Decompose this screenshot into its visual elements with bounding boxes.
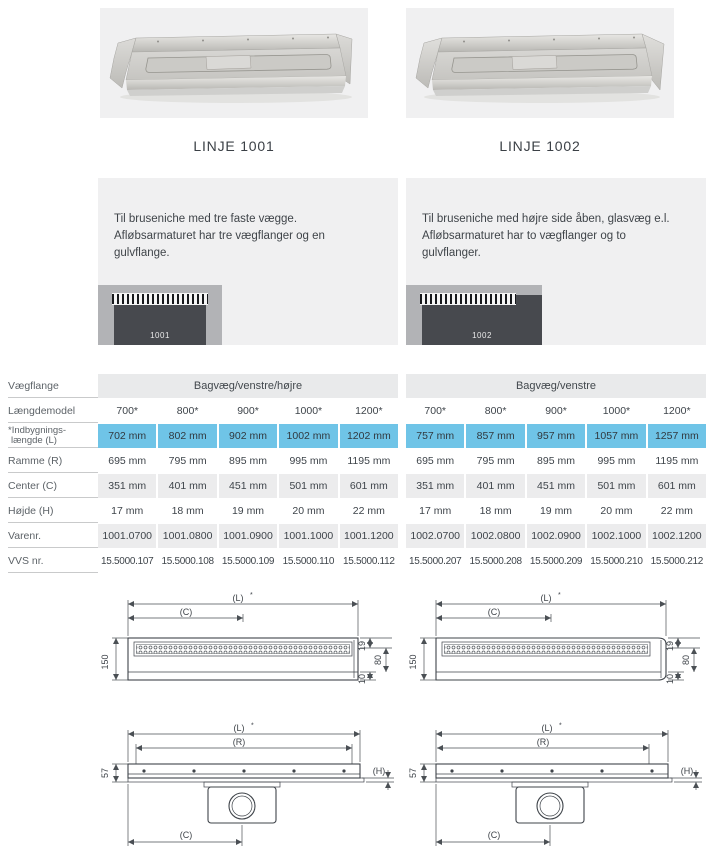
product-photo-box-1001 (100, 8, 368, 118)
row-label-text: længde (L) (11, 434, 57, 446)
dim-label-150: 150 (408, 654, 418, 670)
dim-label-10: 10 (357, 673, 367, 685)
table-cell: 995 mm (597, 455, 636, 467)
product-photo-box-1002 (406, 8, 674, 118)
group-1001 (98, 424, 398, 448)
row-label-varenr (8, 524, 98, 548)
table-cell: 17 mm (111, 505, 144, 517)
group-1001 (98, 474, 398, 498)
dim-label-57: 57 (100, 767, 110, 779)
table-cell: 895 mm (537, 455, 575, 467)
drain-grate-icon (420, 293, 516, 305)
row-label-center (8, 474, 98, 498)
table-cell: 1001.1200 (340, 524, 398, 548)
table-row-ramme (0, 449, 712, 473)
table-cell: 795 mm (168, 455, 207, 467)
dim-label-R: (R) (232, 737, 246, 747)
table-cell: 15.5000.112 (343, 555, 395, 567)
table-row-hoejde (0, 499, 712, 523)
table-cell: 19 mm (539, 505, 573, 517)
description-text (98, 178, 398, 262)
table-cell: 451 mm (527, 474, 585, 498)
table-cell: 857 mm (466, 424, 524, 448)
table-cell: 15.5000.208 (469, 555, 522, 567)
table-row-vvs (0, 549, 712, 573)
dim-label-L-star: * (251, 722, 254, 730)
table-cell: 20 mm (600, 505, 633, 517)
description-line: Til bruseniche med tre faste vægge. (114, 213, 298, 225)
description-line: Til bruseniche med højre side åben, glasvæg e.l. (422, 213, 670, 225)
table-cell: 22 mm (660, 505, 693, 517)
table-cell: 1002 mm (279, 424, 337, 448)
table-cell: 601 mm (648, 474, 706, 498)
product-title-1001: LINJE 1001 (193, 138, 275, 154)
dim-label-C: (C) (487, 830, 501, 840)
table-cell: 1001.0900 (219, 524, 277, 548)
table-row-varenr (0, 524, 712, 548)
dim-label-80: 80 (681, 654, 691, 666)
product-title-1002: LINJE 1002 (499, 138, 581, 154)
table-cell: 17 mm (419, 505, 452, 517)
niche-pictogram-1001 (98, 285, 222, 345)
table-cell: 15.5000.212 (650, 555, 703, 567)
table-cell: 995 mm (289, 455, 328, 467)
description-line: Afløbsarmaturet har tre vægflanger og en (114, 230, 325, 242)
row-label-indbygningslaengde (8, 424, 98, 448)
table-cell: 702 mm (98, 424, 156, 448)
group-1001 (98, 549, 398, 573)
table-cell: 695 mm (416, 455, 455, 467)
table-row-center (0, 474, 712, 498)
group-1002 (406, 424, 706, 448)
row-label-laengdemodel (8, 399, 98, 423)
group-1002 (406, 399, 706, 423)
dim-label-10: 10 (665, 673, 675, 685)
product-photo-1001 (100, 8, 368, 118)
table-cell: 957 mm (527, 424, 585, 448)
row-label-ramme (8, 449, 98, 473)
table-cell: 351 mm (406, 474, 464, 498)
dim-label-H: (H) (680, 766, 694, 776)
table-cell: 18 mm (479, 505, 512, 517)
dim-label-L: (L) (541, 723, 553, 733)
table-cell: 1000* (294, 405, 323, 417)
table-cell: 401 mm (158, 474, 216, 498)
description-line: gulvflanger. (422, 247, 481, 259)
row-label-text: *Indbygnings- (8, 424, 67, 436)
table-cell: 1200* (355, 405, 383, 417)
table-cell: 15.5000.110 (282, 555, 335, 567)
table-cell: 695 mm (108, 455, 147, 467)
table-cell: 351 mm (98, 474, 156, 498)
table-cell: 20 mm (292, 505, 325, 517)
table-cell: 1002.1200 (648, 524, 706, 548)
table-cell: 501 mm (279, 474, 337, 498)
dim-label-L: (L) (232, 593, 244, 603)
table-row-indbygningslaengde (0, 424, 712, 448)
row-label-text: Vægflange (8, 379, 59, 392)
group-1001 (98, 524, 398, 548)
table-cell: 15.5000.209 (529, 555, 583, 567)
table-cell: 900* (237, 405, 259, 417)
dim-label-19: 19 (665, 640, 675, 652)
group-1001 (98, 374, 398, 398)
group-1001 (98, 399, 398, 423)
drawing-side-1002 (406, 722, 706, 856)
group-1002 (406, 449, 706, 473)
description-line: gulvflange. (114, 247, 170, 259)
row-label-text: Varenr. (8, 529, 42, 542)
description-box-1002 (406, 178, 706, 345)
pictogram-label: 1002 (472, 331, 492, 340)
table-cell: 800* (484, 405, 507, 417)
table-cell: 700* (116, 405, 138, 417)
table-cell: 757 mm (406, 424, 464, 448)
table-cell: 1001.0700 (98, 524, 156, 548)
table-cell: 15.5000.207 (409, 555, 462, 567)
description-box-1001 (98, 178, 398, 345)
drawing-side-1001 (98, 722, 398, 856)
row-label-text: Ramme (R) (8, 454, 63, 467)
dim-label-L: (L) (233, 723, 245, 733)
table-cell: 1195 mm (347, 455, 391, 467)
product-photo-1002 (406, 8, 674, 118)
table-row-vaegflange (0, 374, 712, 398)
row-label-hoejde (8, 499, 98, 523)
table-cell: 895 mm (229, 455, 267, 467)
table-cell: 1200* (663, 405, 691, 417)
dim-label-57: 57 (408, 767, 418, 779)
wall-flange-band-1001: Bagvæg/venstre/højre (98, 374, 398, 398)
table-cell: 451 mm (219, 474, 277, 498)
description-line: Afløbsarmaturet har to vægflanger og to (422, 230, 626, 242)
table-cell: 18 mm (171, 505, 204, 517)
dim-label-C: (C) (179, 607, 193, 617)
dim-label-80: 80 (373, 654, 383, 666)
table-cell: 19 mm (231, 505, 265, 517)
drain-grate-icon (112, 293, 208, 305)
dim-label-L-star: * (250, 592, 253, 599)
group-1002 (406, 549, 706, 573)
table-cell: 401 mm (466, 474, 524, 498)
dim-label-R: (R) (536, 737, 550, 747)
table-cell: 601 mm (340, 474, 398, 498)
table-cell: 1002.0800 (466, 524, 524, 548)
row-label-vaegflange (8, 374, 98, 398)
description-text (406, 178, 706, 262)
niche-pictogram-1002 (406, 285, 542, 345)
dim-label-150: 150 (100, 654, 110, 670)
dim-label-19: 19 (357, 640, 367, 652)
wall-flange-band-1002: Bagvæg/venstre (406, 374, 706, 398)
row-label-text: VVS nr. (8, 554, 44, 567)
table-cell: 1001.1000 (279, 524, 337, 548)
table-cell: 802 mm (158, 424, 216, 448)
table-cell: 15.5000.109 (221, 555, 275, 567)
table-cell: 902 mm (219, 424, 277, 448)
table-cell: 1202 mm (340, 424, 398, 448)
table-cell: 1257 mm (648, 424, 706, 448)
group-1002 (406, 524, 706, 548)
dim-label-H: (H) (372, 766, 386, 776)
pictogram-label: 1001 (150, 331, 170, 340)
table-cell: 1000* (602, 405, 631, 417)
dim-label-C: (C) (179, 830, 193, 840)
table-row-laengdemodel (0, 399, 712, 423)
drawing-front-1001 (98, 590, 398, 708)
table-cell: 1002.1000 (587, 524, 645, 548)
table-cell: 1057 mm (587, 424, 645, 448)
row-label-vvs (8, 549, 98, 573)
table-cell: 1002.0700 (406, 524, 464, 548)
table-cell: 700* (424, 405, 446, 417)
dim-label-L: (L) (540, 593, 552, 603)
spec-table (0, 374, 712, 574)
table-cell: 15.5000.210 (590, 555, 643, 567)
row-label-text: Center (C) (8, 479, 58, 492)
row-label-text: Højde (H) (8, 504, 54, 517)
table-cell: 1195 mm (655, 455, 699, 467)
group-1001 (98, 449, 398, 473)
table-cell: 795 mm (476, 455, 515, 467)
drawing-front-1002 (406, 590, 706, 708)
table-cell: 1001.0800 (158, 524, 216, 548)
table-cell: 15.5000.107 (101, 555, 154, 567)
table-cell: 800* (176, 405, 199, 417)
dim-label-L-star: * (559, 722, 562, 730)
table-cell: 22 mm (352, 505, 385, 517)
group-1001 (98, 499, 398, 523)
dim-label-L-star: * (558, 592, 561, 599)
table-cell: 15.5000.108 (161, 555, 214, 567)
group-1002 (406, 474, 706, 498)
table-cell: 1002.0900 (527, 524, 585, 548)
table-cell: 900* (545, 405, 567, 417)
row-label-text: Længdemodel (8, 404, 76, 417)
group-1002 (406, 374, 706, 398)
table-cell: 501 mm (587, 474, 645, 498)
dim-label-C: (C) (487, 607, 501, 617)
group-1002 (406, 499, 706, 523)
